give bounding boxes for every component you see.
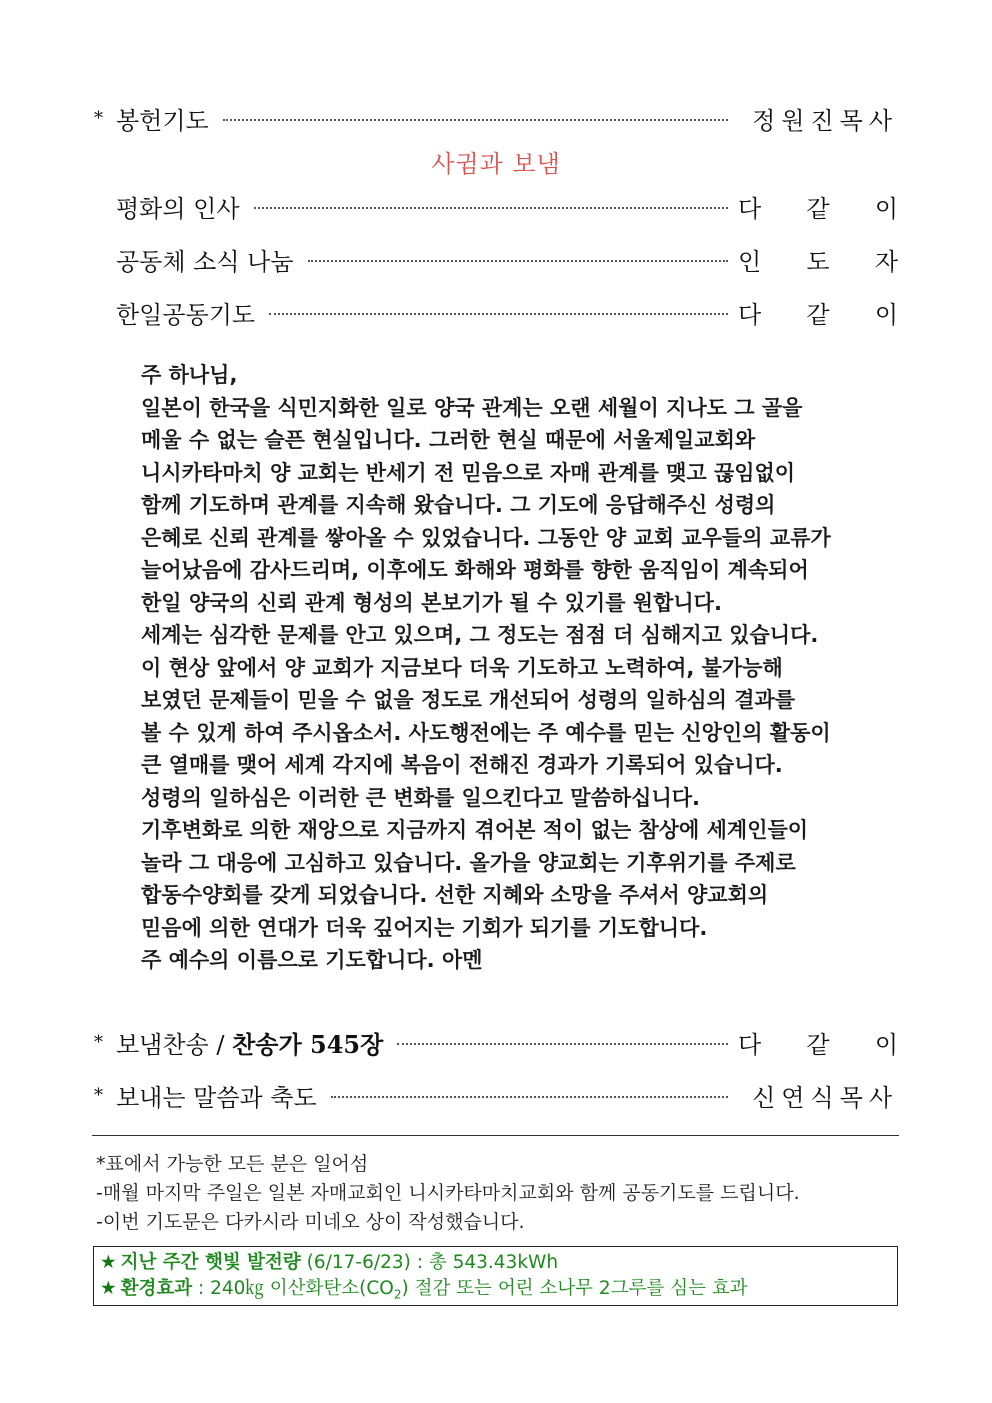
dot-leader (331, 1096, 728, 1098)
prayer-line: 보였던 문제들이 믿을 수 없을 정도로 개선되어 성령의 일하심의 결과를 (141, 688, 796, 712)
order-item-korea-japan-prayer (116, 292, 898, 332)
note-line: -매월 마지막 주일은 일본 자매교회인 니시카타마치교회와 함께 공동기도를 드립니다. (96, 1182, 800, 1204)
dot-leader (223, 119, 728, 121)
prayer-line: 주 예수의 이름으로 기도합니다. 아멘 (141, 948, 483, 972)
order-label: 평화의 인사 (116, 194, 240, 223)
prayer-line: 한일 양국의 신뢰 관계 형성의 본보기가 될 수 있기를 원합니다. (141, 590, 722, 615)
star-icon: ★ (100, 1278, 117, 1299)
prayer-line: 늘어났음에 감사드리며, 이후에도 화해와 평화를 향한 움직임이 계속되어 (141, 558, 809, 582)
prayer-line: 세계는 심각한 문제를 안고 있으며, 그 정도는 점점 더 심해지고 있습니다. (141, 623, 819, 647)
section-title: 사귐과 보냄 (431, 150, 561, 178)
prayer-line: 함께 기도하며 관계를 지속해 왔습니다. 그 기도에 응답해주신 성령의 (141, 493, 776, 517)
standing-mark: * (94, 107, 103, 129)
prayer-line: 볼 수 있게 하여 주시옵소서. 사도행전에는 주 예수를 믿는 신앙인의 활동이 (141, 720, 831, 745)
order-label: 보냄찬송 / 찬송가 545장 (116, 1029, 384, 1059)
notes (96, 1150, 896, 1237)
note-line: -이번 기도문은 다카시라 미네오 상이 작성했습니다. (96, 1211, 525, 1233)
star-icon: ★ (100, 1252, 117, 1273)
order-item-community-news (116, 239, 898, 279)
order-item-peace-greeting (116, 186, 898, 226)
prayer-line: 성령의 일하심은 이러한 큰 변화를 일으킨다고 말씀하십니다. (141, 785, 700, 810)
order-leader: 인 도 자 (738, 247, 898, 276)
prayer-line: 합동수양회를 갖게 되었습니다. 선한 지혜와 소망을 주셔서 양교회의 (141, 883, 769, 907)
prayer-line: 니시카타마치 양 교회는 반세기 전 믿음으로 자매 관계를 맺고 끊임없이 (141, 460, 796, 485)
order-leader: 다 같 이 (738, 194, 898, 223)
standing-mark: * (94, 1084, 103, 1106)
order-leader: 다 같 이 (738, 1030, 898, 1059)
prayer-line: 이 현상 앞에서 양 교회가 지금보다 더욱 기도하고 노력하여, 불가능해 (141, 655, 783, 680)
prayer-line: 큰 열매를 맺어 세계 각지에 복음이 전해진 경과가 기록되어 있습니다. (141, 753, 783, 777)
energy-line-output: ★ 지난 주간 햇빛 발전량 (6/17-6/23) : 총 543.43kWh (100, 1252, 559, 1273)
hymn-number: 찬송가 545장 (232, 1029, 384, 1059)
order-label: 봉헌기도 (116, 106, 209, 135)
standing-mark: * (94, 1031, 103, 1053)
dot-leader (308, 260, 728, 262)
energy-line-effect: ★ 환경효과 : 240㎏ 이산화탄소$(CO_2)$ 절감 또는 어린 소나무 2그루를 심는 효과 (100, 1278, 748, 1302)
order-label: 보내는 말씀과 축도 (116, 1083, 317, 1112)
dot-leader (269, 313, 728, 315)
order-label: 공동체 소식 나눔 (116, 247, 294, 276)
prayer-line: 놀라 그 대응에 고심하고 있습니다. 올가을 양교회는 기후위기를 주제로 (141, 850, 796, 875)
order-label: 한일공동기도 (116, 300, 256, 329)
prayer-line: 은혜로 신뢰 관계를 쌓아올 수 있었습니다. 그동안 양 교회 교우들의 교류가 (141, 525, 831, 550)
order-leader: 정원진목사 (752, 106, 898, 135)
note-line: *표에서 가능한 모든 분은 일어섬 (96, 1153, 369, 1175)
solar-energy-box (93, 1246, 898, 1306)
prayer-line: 메울 수 없는 슬픈 현실입니다. 그러한 현실 때문에 서울제일교회와 (141, 428, 756, 452)
order-item-benediction (94, 1075, 898, 1115)
divider (92, 1135, 899, 1136)
order-leader: 다 같 이 (738, 300, 898, 329)
dot-leader (397, 1043, 728, 1045)
order-leader: 신연식목사 (752, 1083, 898, 1112)
prayer-line: 믿음에 의한 연대가 더욱 깊어지는 기회가 되기를 기도합니다. (141, 915, 708, 940)
prayer-line: 일본이 한국을 식민지화한 일로 양국 관계는 오랜 세월이 지나도 그 골을 (141, 395, 803, 420)
prayer-line: 기후변화로 의한 재앙으로 지금까지 겪어본 적이 없는 참상에 세계인들이 (141, 818, 809, 842)
prayer-text (141, 359, 891, 977)
dot-leader (254, 207, 728, 209)
prayer-line: 주 하나님, (141, 363, 238, 387)
order-item-offering-prayer (94, 98, 898, 138)
order-item-sending-hymn (94, 1022, 898, 1062)
